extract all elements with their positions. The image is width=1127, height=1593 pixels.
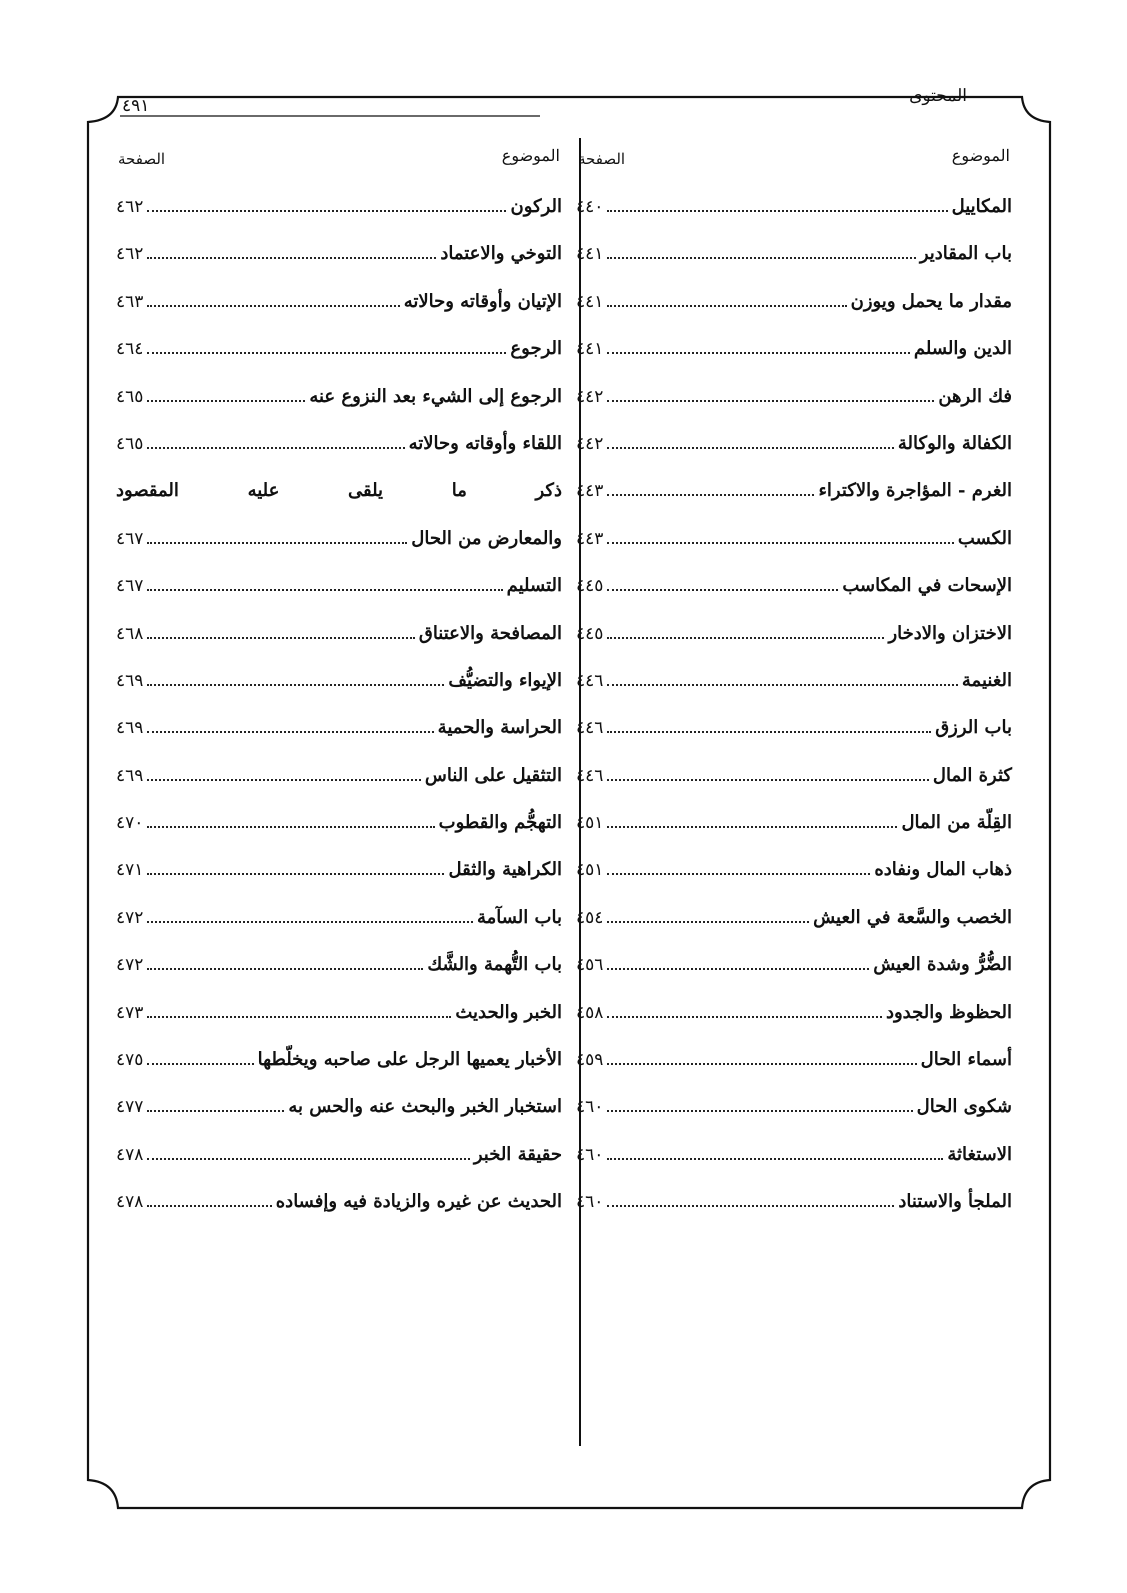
dot-leader bbox=[607, 814, 897, 828]
topic-header: الموضوع bbox=[951, 146, 1010, 165]
toc-entry-topic: المكاييل bbox=[951, 196, 1012, 217]
toc-entry-topic: فك الرهن bbox=[938, 385, 1012, 407]
toc-entry-page: ٤٥٤ bbox=[576, 907, 604, 928]
toc-entry-topic: الركون bbox=[510, 196, 562, 217]
dot-leader bbox=[147, 767, 420, 781]
dot-leader bbox=[607, 672, 958, 686]
toc-entry-page: ٤٤٥ bbox=[576, 623, 604, 644]
dot-leader bbox=[147, 388, 305, 402]
toc-entry bbox=[110, 954, 568, 1001]
toc-entry-page: ٤٦٩ bbox=[116, 718, 144, 739]
dot-leader bbox=[607, 1194, 894, 1208]
toc-entry-topic: حقيقة الخبر bbox=[473, 1143, 562, 1165]
toc-entry-topic: الخصب والسَّعة في العيش bbox=[813, 906, 1012, 928]
toc-entry bbox=[570, 480, 1018, 527]
toc-entry bbox=[570, 859, 1018, 906]
toc-entry-topic: باب المقادير bbox=[919, 243, 1012, 265]
toc-entry-page: ٤٤١ bbox=[576, 244, 604, 265]
toc-entry-topic: الرجوع bbox=[510, 338, 562, 360]
toc-entry bbox=[110, 291, 568, 338]
toc-entry bbox=[110, 812, 568, 859]
toc-entry-topic: القِلّة من المال bbox=[901, 812, 1012, 834]
toc-entry-topic-line1: ذكر ما يلقى عليه المقصود bbox=[116, 480, 562, 502]
toc-entry-page: ٤٧٣ bbox=[116, 1002, 144, 1023]
toc-entry-topic: باب الرزق bbox=[935, 717, 1012, 739]
toc-entry-topic: الإسحات في المكاسب bbox=[842, 575, 1012, 597]
toc-entry-page: ٤٥٦ bbox=[576, 955, 604, 976]
dot-leader bbox=[607, 293, 846, 307]
toc-entry bbox=[110, 338, 568, 385]
toc-entry bbox=[110, 907, 568, 954]
toc-entry-topic: ذهاب المال ونفاده bbox=[874, 859, 1012, 881]
toc-entry-page: ٤٧٥ bbox=[116, 1050, 144, 1071]
dot-leader bbox=[607, 577, 838, 591]
dot-leader bbox=[147, 577, 502, 591]
topic-header: الموضوع bbox=[501, 146, 560, 165]
toc-entry-page: ٤٦٠ bbox=[576, 1144, 604, 1165]
dot-leader bbox=[147, 814, 434, 828]
toc-entry-topic: الملجأ والاستناد bbox=[898, 1191, 1012, 1213]
toc-entry-topic: الخبر والحديث bbox=[455, 1001, 562, 1023]
dot-leader bbox=[607, 1004, 882, 1018]
toc-entry bbox=[570, 338, 1018, 385]
toc-entry-page: ٤٥١ bbox=[576, 813, 604, 834]
toc-entry-page: ٤٦٩ bbox=[116, 670, 144, 691]
toc-entry-topic: باب السآمة bbox=[476, 906, 562, 928]
toc-entry bbox=[110, 480, 568, 575]
toc-entry-page: ٤٧١ bbox=[116, 860, 144, 881]
page-header: الصفحة bbox=[118, 150, 166, 168]
toc-entry-topic: الحديث عن غيره والزيادة فيه وإفساده bbox=[275, 1191, 562, 1213]
toc-entry-page: ٤٤٦ bbox=[576, 718, 604, 739]
toc-entry bbox=[110, 1096, 568, 1143]
dot-leader bbox=[147, 246, 436, 260]
dot-leader bbox=[607, 435, 894, 449]
toc-entry bbox=[570, 812, 1018, 859]
toc-entry-page: ٤٦٥ bbox=[116, 386, 144, 407]
column-header bbox=[110, 146, 568, 176]
toc-entry-topic: الأخبار يعميها الرجل على صاحبه ويخلّطها bbox=[257, 1049, 562, 1071]
toc-entries bbox=[110, 196, 568, 1239]
toc-entry-page: ٤٤٣ bbox=[576, 481, 604, 502]
dot-leader bbox=[607, 483, 814, 497]
dot-leader bbox=[607, 625, 884, 639]
toc-entry-page: ٤٦٧ bbox=[116, 576, 144, 597]
dot-leader bbox=[147, 909, 473, 923]
toc-entry bbox=[110, 765, 568, 812]
dot-leader bbox=[607, 1099, 912, 1113]
dot-leader bbox=[147, 1194, 271, 1208]
toc-entry-topic: الرجوع إلى الشيء بعد النزوع عنه bbox=[309, 385, 562, 407]
dot-leader bbox=[607, 388, 934, 402]
toc-entry-topic: الحظوظ والجدود bbox=[885, 1001, 1012, 1023]
toc-entry-topic: الحراسة والحمية bbox=[437, 717, 562, 739]
toc-entry-page: ٤٦٩ bbox=[116, 765, 144, 786]
dot-leader bbox=[607, 530, 953, 544]
dot-leader bbox=[147, 1004, 451, 1018]
dot-leader bbox=[147, 862, 444, 876]
toc-entry-topic: اللقاء وأوقاته وحالاته bbox=[408, 432, 562, 454]
toc-entry bbox=[570, 1002, 1018, 1049]
toc-entry-topic: الاستغاثة bbox=[947, 1143, 1012, 1165]
toc-entry-page: ٤٥١ bbox=[576, 860, 604, 881]
toc-entry-page: ٤٧٢ bbox=[116, 907, 144, 928]
dot-leader bbox=[147, 1146, 469, 1160]
toc-entries bbox=[570, 196, 1018, 1239]
dot-leader bbox=[147, 435, 404, 449]
toc-entry-topic: التسليم bbox=[506, 575, 562, 597]
toc-entry bbox=[110, 433, 568, 480]
toc-entry-page: ٤٧٠ bbox=[116, 813, 144, 834]
header-label: المحتوى bbox=[909, 86, 967, 106]
column-header bbox=[570, 146, 1018, 176]
toc-entry-topic: الكسب bbox=[957, 527, 1012, 549]
dot-leader bbox=[607, 1146, 943, 1160]
dot-leader bbox=[147, 957, 423, 971]
toc-entry-page: ٤٧٨ bbox=[116, 1144, 144, 1165]
toc-entry bbox=[570, 291, 1018, 338]
toc-entry-topic: التثقيل على الناس bbox=[424, 764, 562, 786]
toc-entry-page: ٤٥٨ bbox=[576, 1002, 604, 1023]
toc-entry-page: ٤٤٠ bbox=[576, 197, 604, 217]
dot-leader bbox=[147, 1099, 284, 1113]
dot-leader bbox=[147, 293, 399, 307]
dot-leader bbox=[607, 957, 869, 971]
toc-entry-topic: أسماء الحال bbox=[920, 1049, 1012, 1071]
toc-entry bbox=[110, 859, 568, 906]
toc-entry bbox=[570, 1144, 1018, 1191]
toc-entry bbox=[110, 1002, 568, 1049]
dot-leader bbox=[147, 340, 506, 354]
toc-entry bbox=[570, 623, 1018, 670]
dot-leader bbox=[147, 198, 506, 212]
dot-leader bbox=[607, 1051, 916, 1065]
toc-entry-topic: الدين والسلم bbox=[913, 338, 1012, 360]
toc-entry bbox=[570, 907, 1018, 954]
toc-entry bbox=[570, 386, 1018, 433]
dot-leader bbox=[147, 625, 414, 639]
toc-entry-topic: الاختزان والادخار bbox=[888, 622, 1012, 644]
toc-entry bbox=[570, 575, 1018, 622]
toc-entry-page: ٤٦٠ bbox=[576, 1097, 604, 1118]
toc-entry bbox=[110, 243, 568, 290]
toc-entry-page: ٤٤٦ bbox=[576, 670, 604, 691]
toc-entry-page: ٤٤٦ bbox=[576, 765, 604, 786]
dot-leader bbox=[607, 246, 915, 260]
toc-entry-page: ٤٤٥ bbox=[576, 576, 604, 597]
toc-entry-page: ٤٤١ bbox=[576, 291, 604, 312]
toc-entry-page: ٤٧٧ bbox=[116, 1097, 144, 1118]
toc-entry bbox=[570, 670, 1018, 717]
toc-entry-page: ٤٦٥ bbox=[116, 433, 144, 454]
dot-leader bbox=[607, 198, 947, 212]
toc-entry bbox=[570, 1191, 1018, 1238]
toc-entry-topic: مقدار ما يحمل ويوزن bbox=[850, 290, 1012, 312]
toc-entry-topic: والمعارض من الحال bbox=[411, 527, 562, 549]
toc-entry-topic: باب التُّهمة والشَّك bbox=[427, 954, 562, 976]
toc-entry-page: ٤٤٢ bbox=[576, 386, 604, 407]
toc-entry bbox=[110, 1191, 568, 1238]
toc-entry bbox=[110, 717, 568, 764]
toc-entry bbox=[110, 1144, 568, 1191]
toc-entry-line2 bbox=[116, 528, 562, 575]
dot-leader bbox=[607, 340, 910, 354]
toc-entry bbox=[570, 765, 1018, 812]
toc-entry-topic: الكراهية والثقل bbox=[448, 859, 562, 881]
dot-leader bbox=[607, 862, 870, 876]
toc-entry bbox=[110, 670, 568, 717]
toc-entry-page: ٤٦٧ bbox=[116, 528, 144, 549]
toc-entry bbox=[570, 528, 1018, 575]
toc-entry-page: ٤٦٣ bbox=[116, 291, 144, 312]
toc-entry-page: ٤٤٢ bbox=[576, 433, 604, 454]
toc-entry-page: ٤٧٨ bbox=[116, 1192, 144, 1213]
toc-entry bbox=[570, 1096, 1018, 1143]
toc-entry bbox=[570, 954, 1018, 1001]
dot-leader bbox=[147, 720, 433, 734]
toc-entry-topic: شكوى الحال bbox=[916, 1096, 1012, 1118]
dot-leader bbox=[147, 530, 407, 544]
toc-entry-page: ٤٤١ bbox=[576, 339, 604, 360]
toc-entry-page: ٤٦٤ bbox=[116, 339, 144, 360]
toc-entry bbox=[110, 386, 568, 433]
dot-leader bbox=[607, 720, 931, 734]
toc-entry bbox=[110, 623, 568, 670]
toc-entry-topic: الغنيمة bbox=[961, 669, 1012, 691]
toc-entry-topic: الضُّرُّ وشدة العيش bbox=[873, 954, 1012, 976]
toc-entry-topic: كثرة المال bbox=[932, 764, 1012, 786]
toc-entry-page: ٤٦٨ bbox=[116, 623, 144, 644]
toc-entry bbox=[570, 433, 1018, 480]
toc-entry-topic: التهجُّم والقطوب bbox=[438, 812, 562, 834]
toc-entry bbox=[570, 243, 1018, 290]
dot-leader bbox=[607, 767, 929, 781]
toc-entry-topic: الغرم - المؤاجرة والاكتراء bbox=[818, 480, 1012, 502]
toc-entry-topic: التوخي والاعتماد bbox=[440, 243, 562, 265]
toc-entry-page: ٤٤٣ bbox=[576, 528, 604, 549]
toc-entry bbox=[570, 196, 1018, 243]
toc-entry bbox=[570, 1049, 1018, 1096]
toc-entry bbox=[570, 717, 1018, 764]
toc-entry-topic: الكفالة والوكالة bbox=[897, 432, 1012, 454]
dot-leader bbox=[607, 909, 809, 923]
page-number: ٤٩١ bbox=[122, 96, 150, 116]
dot-leader bbox=[147, 1051, 253, 1065]
toc-entry-topic: المصافحة والاعتناق bbox=[418, 622, 562, 644]
toc-entry-page: ٤٦٢ bbox=[116, 244, 144, 265]
toc-entry-page: ٤٦٢ bbox=[116, 197, 144, 217]
toc-entry-topic: الإيواء والتضيُّف bbox=[448, 669, 562, 691]
toc-entry bbox=[110, 1049, 568, 1096]
toc-entry-page: ٤٥٩ bbox=[576, 1050, 604, 1071]
dot-leader bbox=[147, 672, 444, 686]
page-header: الصفحة bbox=[578, 150, 626, 168]
toc-entry-page: ٤٧٢ bbox=[116, 955, 144, 976]
toc-entry bbox=[110, 575, 568, 622]
toc-entry-topic: الإتيان وأوقاته وحالاته bbox=[403, 290, 562, 312]
toc-entry-topic: استخبار الخبر والبحث عنه والحس به bbox=[288, 1096, 562, 1118]
toc-entry bbox=[110, 196, 568, 243]
toc-entry-page: ٤٦٠ bbox=[576, 1192, 604, 1213]
